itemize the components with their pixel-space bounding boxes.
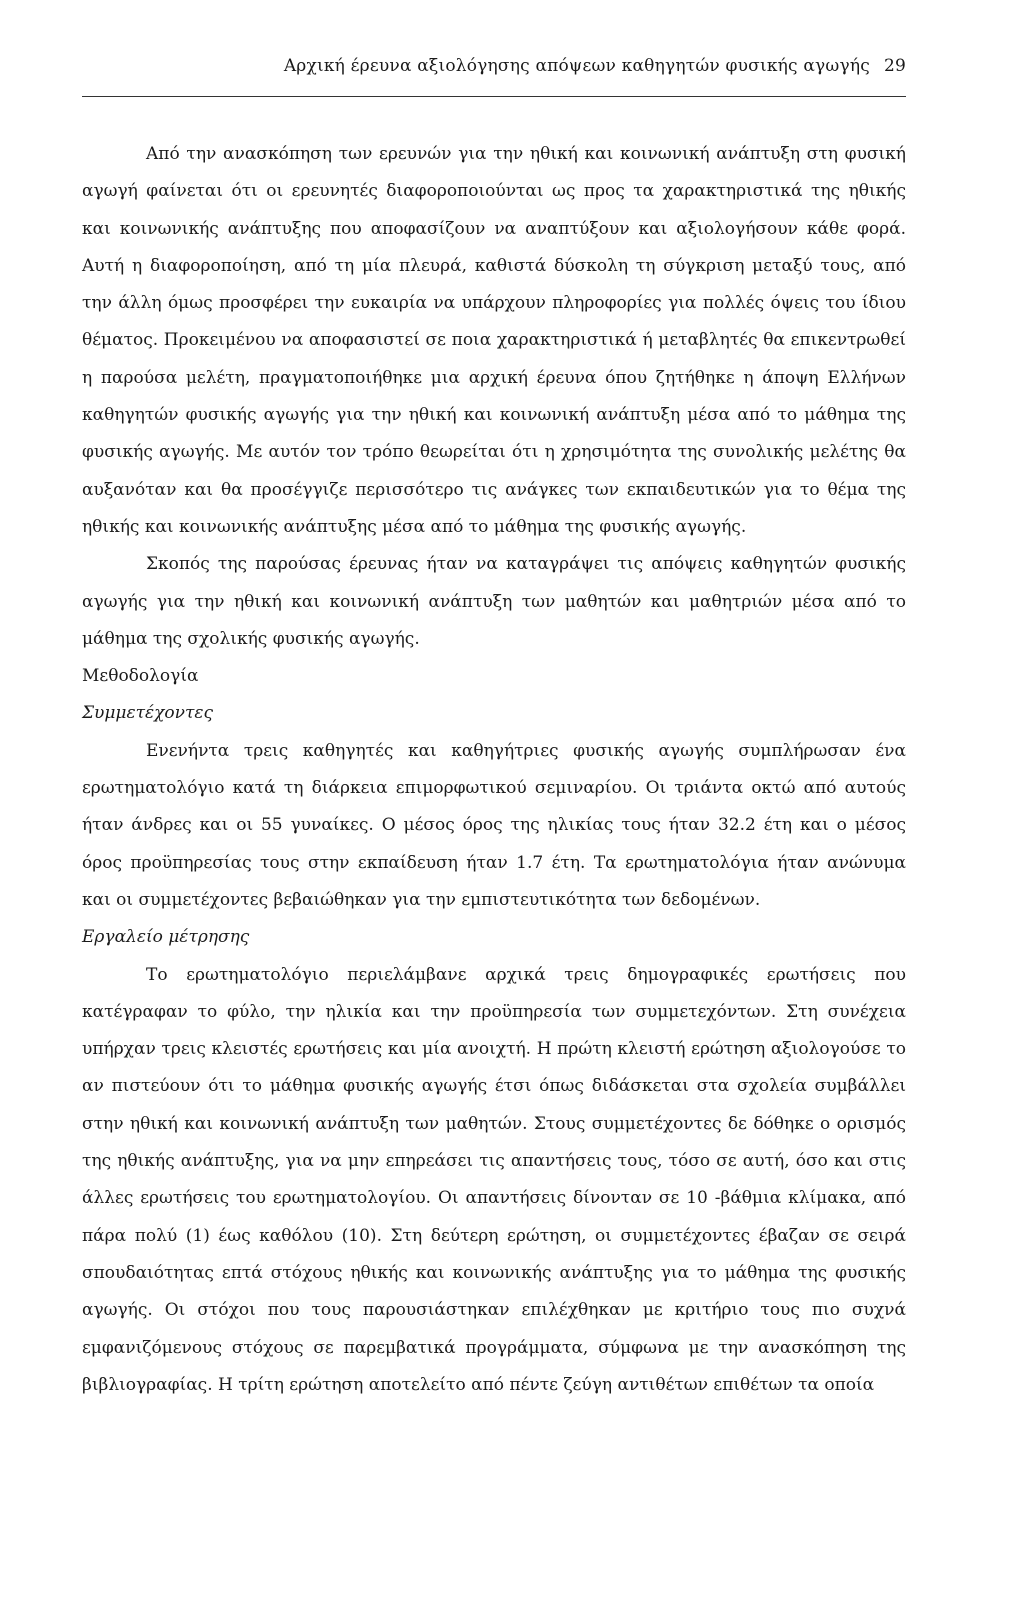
paragraph-aim: Σκοπός της παρούσας έρευνας ήταν να καταγράψει τις απόψεις καθηγητών φυσικής αγωγής για την ηθική και κοινωνική ανάπτυξη των μαθητών και μαθητριών μέσα από το μάθημα της σχολικής φυσικής αγωγής. (82, 554, 906, 649)
section-heading-methodology: Μεθοδολογία (82, 666, 199, 687)
running-header (82, 56, 906, 84)
paragraph-participants: Ενενήντα τρεις καθηγητές και καθηγήτριες φυσικής αγωγής συμπλήρωσαν ένα ερωτηματολόγιο κατά τη διάρκεια επιμορφωτικού σεμιναρίου. Οι τριάντα οκτώ από αυτούς ήταν άνδρες και οι 55 γυναίκες. Ο μέσος όρος της ηλικίας τους ήταν 32.2 έτη και ο μέσος όρος προϋπηρεσίας τους στην εκπαίδευση ήταν 1.7 έτη. Τα ερωτηματολόγια ήταν ανώνυμα και οι συμμετέχοντες βεβαιώθηκαν για την εμπιστευτικότητα των δεδομένων. (82, 740, 906, 910)
running-header-title: Αρχική έρευνα αξιολόγησης απόψεων καθηγητών φυσικής αγωγής (283, 56, 870, 76)
paragraph-intro: Από την ανασκόπηση των ερευνών για την ηθική και κοινωνική ανάπτυξη στη φυσική αγωγή φαίνεται ότι οι ερευνητές διαφοροποιούνται ως προς τα χαρακτηριστικά της ηθικής και κοινωνικής ανάπτυξης που αποφασίζουν να αναπτύξουν και αξιολογήσουν κάθε φορά. Αυτή η διαφοροποίηση, από τη μία πλευρά, καθιστά δύσκολη τη σύγκριση μεταξύ τους, από την άλλη όμως προσφέρει την ευκαιρία να υπάρχουν πληροφορίες για πολλές όψεις του ίδιου θέματος. Προκειμένου να αποφασιστεί σε ποια χαρακτηριστικά ή μεταβλητές θα επικεντρωθεί η παρούσα μελέτη, πραγματοποιήθηκε μια αρχική έρευνα όπου ζητήθηκε η άποψη Ελλήνων καθηγητών φυσικής αγωγής για την ηθική και κοινωνική ανάπτυξη μέσα από το μάθημα της φυσικής αγωγής. Με αυτόν τον τρόπο θεωρείται ότι η χρησιμότητα της συνολικής μελέτης θα αυξανόταν και θα προσέγγιζε περισσότερο τις ανάγκες των εκπαιδευτικών για το θέμα της ηθικής και κοινωνικής ανάπτυξης μέσα από το μάθημα της φυσικής αγωγής. (82, 144, 906, 537)
paragraph-instrument: Το ερωτηματολόγιο περιελάμβανε αρχικά τρεις δημογραφικές ερωτήσεις που κατέγραφαν το φύλο, την ηλικία και την προϋπηρεσία των συμμετεχόντων. Στη συνέχεια υπήρχαν τρεις κλειστές ερωτήσεις και μία ανοιχτή. Η πρώτη κλειστή ερώτηση αξιολογούσε το αν πιστεύουν ότι το μάθημα φυσικής αγωγής έτσι όπως διδάσκεται στα σχολεία συμβάλλει στην ηθική και κοινωνική ανάπτυξη των μαθητών. Στους συμμετέχοντες δε δόθηκε ο ορισμός της ηθικής ανάπτυξης, για να μην επηρεάσει τις απαντήσεις τους, τόσο σε αυτή, όσο και στις άλλες ερωτήσεις του ερωτηματολογίου. Οι απαντήσεις δίνονταν σε 10 -βάθμια κλίμακα, από πάρα πολύ (1) έως καθόλου (10). Στη δεύτερη ερώτηση, οι συμμετέχοντες έβαζαν σε σειρά σπουδαιότητας επτά στόχους ηθικής και κοινωνικής ανάπτυξης για το μάθημα της φυσικής αγωγής. Οι στόχοι που τους παρουσιάστηκαν επιλέχθηκαν με κριτήριο τους πιο συχνά εμφανιζόμενους στόχους σε παρεμβατικά προγράμματα, σύμφωνα με την ανασκόπηση της βιβλιογραφίας. Η τρίτη ερώτηση αποτελείτο από πέντε ζεύγη αντιθέτων επιθέτων τα οποία (82, 964, 906, 1395)
subsection-heading-instrument: Εργαλείο μέτρησης (82, 927, 250, 948)
body-text (82, 136, 906, 1404)
page-number: 29 (883, 56, 906, 76)
header-divider (82, 96, 906, 97)
subsection-heading-participants: Συμμετέχοντες (82, 703, 214, 724)
